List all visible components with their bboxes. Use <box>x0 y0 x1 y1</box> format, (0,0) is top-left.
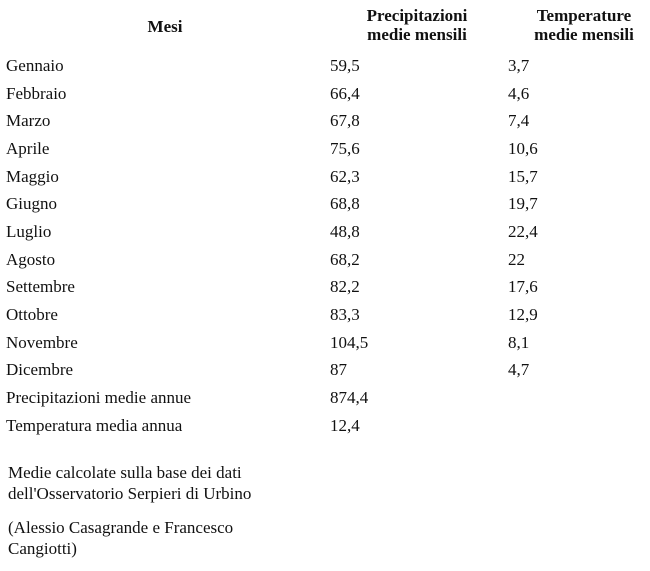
header-temperature <box>524 6 644 44</box>
precipitation-cell: 48,8 <box>330 221 360 241</box>
authors-note-line-1: (Alessio Casagrande e Francesco <box>8 518 234 537</box>
precipitation-cell: 82,2 <box>330 277 360 297</box>
precipitation-cell: 104,5 <box>330 332 369 352</box>
temperature-cell: 8,1 <box>508 332 530 352</box>
month-cell: Gennaio <box>6 55 64 75</box>
summary-row-annual-temperature <box>6 412 628 440</box>
table-row <box>6 274 628 302</box>
precipitation-cell: 87 <box>330 360 347 380</box>
month-cell: Marzo <box>6 111 51 131</box>
header-precipitation <box>350 6 484 44</box>
table-row <box>6 107 628 135</box>
month-cell: Dicembre <box>6 360 74 380</box>
header-temperature-line-2: medie mensili <box>534 25 634 44</box>
authors-note <box>8 517 233 559</box>
table-row <box>6 218 628 246</box>
temperature-cell: 10,6 <box>508 138 538 158</box>
precipitation-cell: 68,2 <box>330 249 360 269</box>
table-row <box>6 190 628 218</box>
precipitation-cell: 66,4 <box>330 83 360 103</box>
temperature-cell: 22 <box>508 249 525 269</box>
table-row <box>6 329 628 357</box>
authors-note-line-2: Cangiotti) <box>8 539 77 558</box>
temperature-cell: 17,6 <box>508 277 538 297</box>
precipitation-cell: 67,8 <box>330 111 360 131</box>
summary-label: Temperatura media annua <box>6 415 183 435</box>
temperature-cell: 4,7 <box>508 360 530 380</box>
summary-value: 874,4 <box>330 388 369 408</box>
header-temperature-line-1: Temperature <box>536 6 632 25</box>
source-note <box>8 462 251 504</box>
table-row <box>6 52 628 80</box>
temperature-cell: 4,6 <box>508 83 530 103</box>
month-cell: Settembre <box>6 277 75 297</box>
table-row <box>6 135 628 163</box>
precipitation-cell: 75,6 <box>330 138 360 158</box>
header-months <box>110 17 220 36</box>
header-precipitation-line-1: Precipitazioni <box>366 6 468 25</box>
temperature-cell: 7,4 <box>508 111 530 131</box>
precipitation-cell: 59,5 <box>330 55 360 75</box>
temperature-cell: 19,7 <box>508 194 538 214</box>
header-precipitation-line-2: medie mensili <box>367 25 467 44</box>
empty-cell <box>508 384 628 412</box>
source-note-line-1: Medie calcolate sulla base dei dati <box>8 463 242 482</box>
table-row <box>6 246 628 274</box>
table-row <box>6 301 628 329</box>
table-row <box>6 80 628 108</box>
summary-row-annual-precipitation <box>6 384 628 412</box>
temperature-cell: 15,7 <box>508 166 538 186</box>
precipitation-cell: 62,3 <box>330 166 360 186</box>
temperature-cell: 22,4 <box>508 221 538 241</box>
empty-cell <box>508 412 628 440</box>
month-cell: Ottobre <box>6 305 58 325</box>
month-cell: Aprile <box>6 138 50 158</box>
climate-table <box>6 52 628 440</box>
summary-label: Precipitazioni medie annue <box>6 388 192 408</box>
month-cell: Novembre <box>6 332 78 352</box>
table-row <box>6 163 628 191</box>
precipitation-cell: 83,3 <box>330 305 360 325</box>
precipitation-cell: 68,8 <box>330 194 360 214</box>
month-cell: Febbraio <box>6 83 67 103</box>
month-cell: Agosto <box>6 249 56 269</box>
summary-value: 12,4 <box>330 415 360 435</box>
month-cell: Luglio <box>6 221 52 241</box>
source-note-line-2: dell'Osservatorio Serpieri di Urbino <box>8 484 252 503</box>
header-months-label: Mesi <box>147 17 183 36</box>
month-cell: Giugno <box>6 194 57 214</box>
table-row <box>6 357 628 385</box>
temperature-cell: 3,7 <box>508 55 530 75</box>
month-cell: Maggio <box>6 166 59 186</box>
temperature-cell: 12,9 <box>508 305 538 325</box>
